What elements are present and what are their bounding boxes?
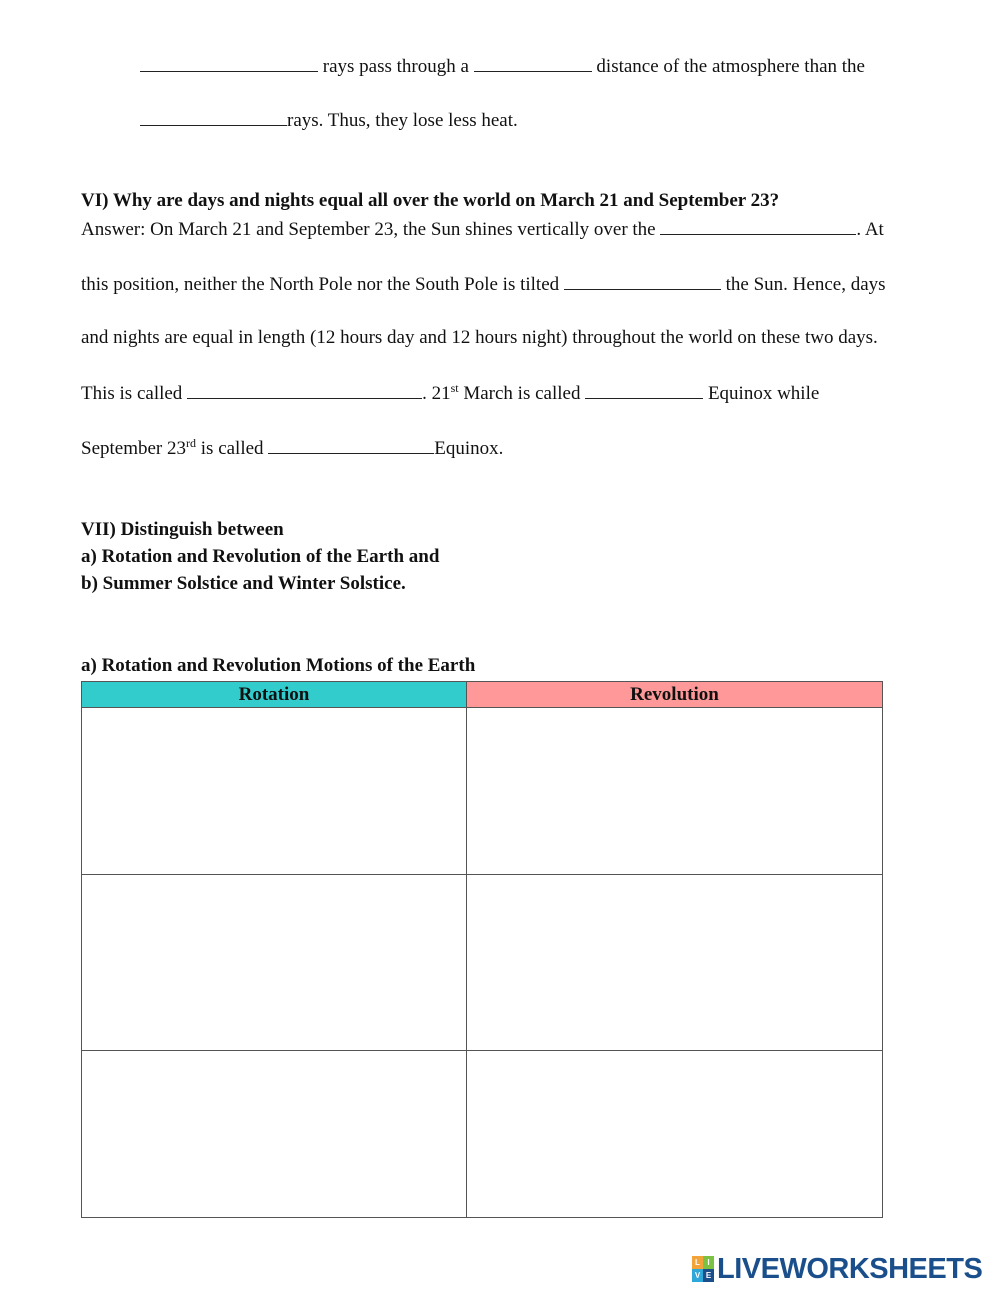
answer-blank[interactable] [585, 381, 703, 399]
q6-text: . At [856, 219, 884, 240]
q6-text: March is called [458, 383, 581, 404]
table-row [82, 1051, 883, 1218]
superscript: rd [186, 436, 197, 450]
q6-line-2 [81, 272, 886, 296]
q6-line-1 [81, 217, 884, 241]
logo-mark-letter: I [703, 1256, 714, 1269]
rotation-answer-cell[interactable] [82, 875, 467, 1051]
table-row [82, 708, 883, 875]
q6-line-4 [81, 381, 819, 405]
q6-line-3: and nights are equal in length (12 hours day and 12 hours night) throughout the world on these two days. [81, 327, 878, 348]
answer-blank[interactable] [268, 436, 434, 454]
q6-text: Equinox while [707, 383, 820, 404]
answer-blank[interactable] [564, 272, 721, 290]
q6-text: . 21 [422, 383, 451, 404]
q6-text: Equinox. [434, 438, 504, 459]
logo-mark-letter: E [703, 1269, 714, 1282]
q7-part-a: a) Rotation and Revolution of the Earth and [81, 546, 440, 567]
q6-line-5 [81, 436, 503, 460]
q6-question: VI) Why are days and nights equal all over the world on March 21 and September 23? [81, 190, 780, 211]
superscript: st [450, 381, 459, 395]
q6-text: the Sun. Hence, days [725, 274, 886, 295]
answer-blank[interactable] [140, 108, 287, 126]
table-caption: a) Rotation and Revolution Motions of the Earth [81, 655, 476, 676]
q6-text: is called [196, 438, 264, 459]
rotation-answer-cell[interactable] [82, 1051, 467, 1218]
q6-text: This is called [81, 383, 183, 404]
answer-blank[interactable] [140, 54, 318, 72]
revolution-answer-cell[interactable] [467, 1051, 883, 1218]
answer-blank[interactable] [660, 217, 856, 235]
revolution-answer-cell[interactable] [467, 708, 883, 875]
liveworksheets-logo [692, 1252, 982, 1286]
q6-text: Answer: On March 21 and September 23, the Sun shines vertically over the [81, 219, 656, 240]
q5-line-1 [140, 54, 865, 78]
q5-line-2 [140, 108, 518, 132]
logo-mark-letter: L [692, 1256, 703, 1269]
revolution-answer-cell[interactable] [467, 875, 883, 1051]
q7-heading: VII) Distinguish between [81, 519, 284, 540]
q5-text: rays pass through a [322, 56, 469, 77]
q6-text: September 23 [81, 438, 187, 459]
header-rotation: Rotation [82, 682, 467, 708]
q5-text: rays. Thus, they lose less heat. [287, 110, 518, 131]
answer-blank[interactable] [474, 54, 592, 72]
table-header-row [82, 682, 883, 708]
q6-text: this position, neither the North Pole nor the South Pole is tilted [81, 274, 560, 295]
answer-blank[interactable] [187, 381, 422, 399]
table-row [82, 875, 883, 1051]
comparison-table [81, 681, 883, 1218]
rotation-answer-cell[interactable] [82, 708, 467, 875]
header-revolution: Revolution [467, 682, 883, 708]
logo-mark-letter: V [692, 1269, 703, 1282]
logo-mark-icon [692, 1256, 714, 1282]
logo-text: LIVEWORKSHEETS [717, 1252, 983, 1285]
q5-text: distance of the atmosphere than the [596, 56, 865, 77]
q7-part-b: b) Summer Solstice and Winter Solstice. [81, 573, 406, 594]
